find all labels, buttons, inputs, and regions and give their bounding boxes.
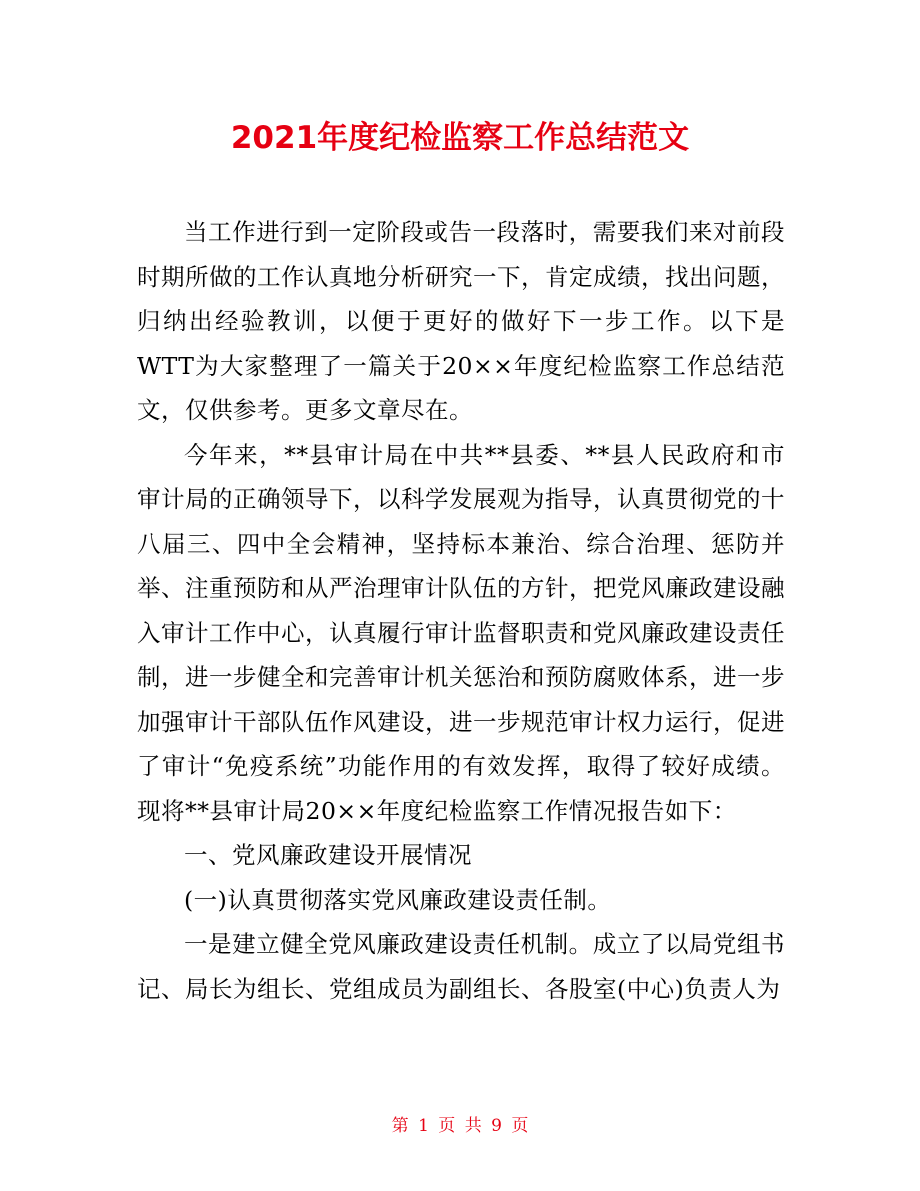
paragraph-intro: 当工作进行到一定阶段或告一段落时，需要我们来对前段时期所做的工作认真地分析研究一下，肯定成绩，找出问题，归纳出经验教训，以便于更好的做好下一步工作。以下是WTT为大家整理了一篇关于20××年度纪检监察工作总结范文，仅供参考。更多文章尽在。 [137,218,785,424]
document-body [137,210,785,1011]
subsection-heading-1: (一)认真贯彻落实党风廉政建设责任制。 [184,885,612,914]
paragraph-detail: 一是建立健全党风廉政建设责任机制。成立了以局党组书记、局长为组长、党组成员为副组长、各股室(中心)负责人为 [137,930,785,1003]
paragraph-overview: 今年来，**县审计局在中共**县委、**县人民政府和市审计局的正确领导下，以科学发展观为指导，认真贯彻党的十八届三、四中全会精神，坚持标本兼治、综合治理、惩防并举、注重预防和从严治理审计队伍的方针，把党风廉政建设融入审计工作中心，认真履行审计监督职责和党风廉政建设责任制，进一步健全和完善审计机关惩治和预防腐败体系，进一步加强审计干部队伍作风建设，进一步规范审计权力运行，促进了审计“免疫系统”功能作用的有效发挥，取得了较好成绩。现将**县审计局20××年度纪检监察工作情况报告如下： [137,440,785,825]
document-title: 2021年度纪检监察工作总结范文 [230,120,690,156]
page-indicator: 第 1 页 共 9 页 [391,1116,529,1136]
section-heading-1: 一、党风廉政建设开展情况 [184,841,472,869]
